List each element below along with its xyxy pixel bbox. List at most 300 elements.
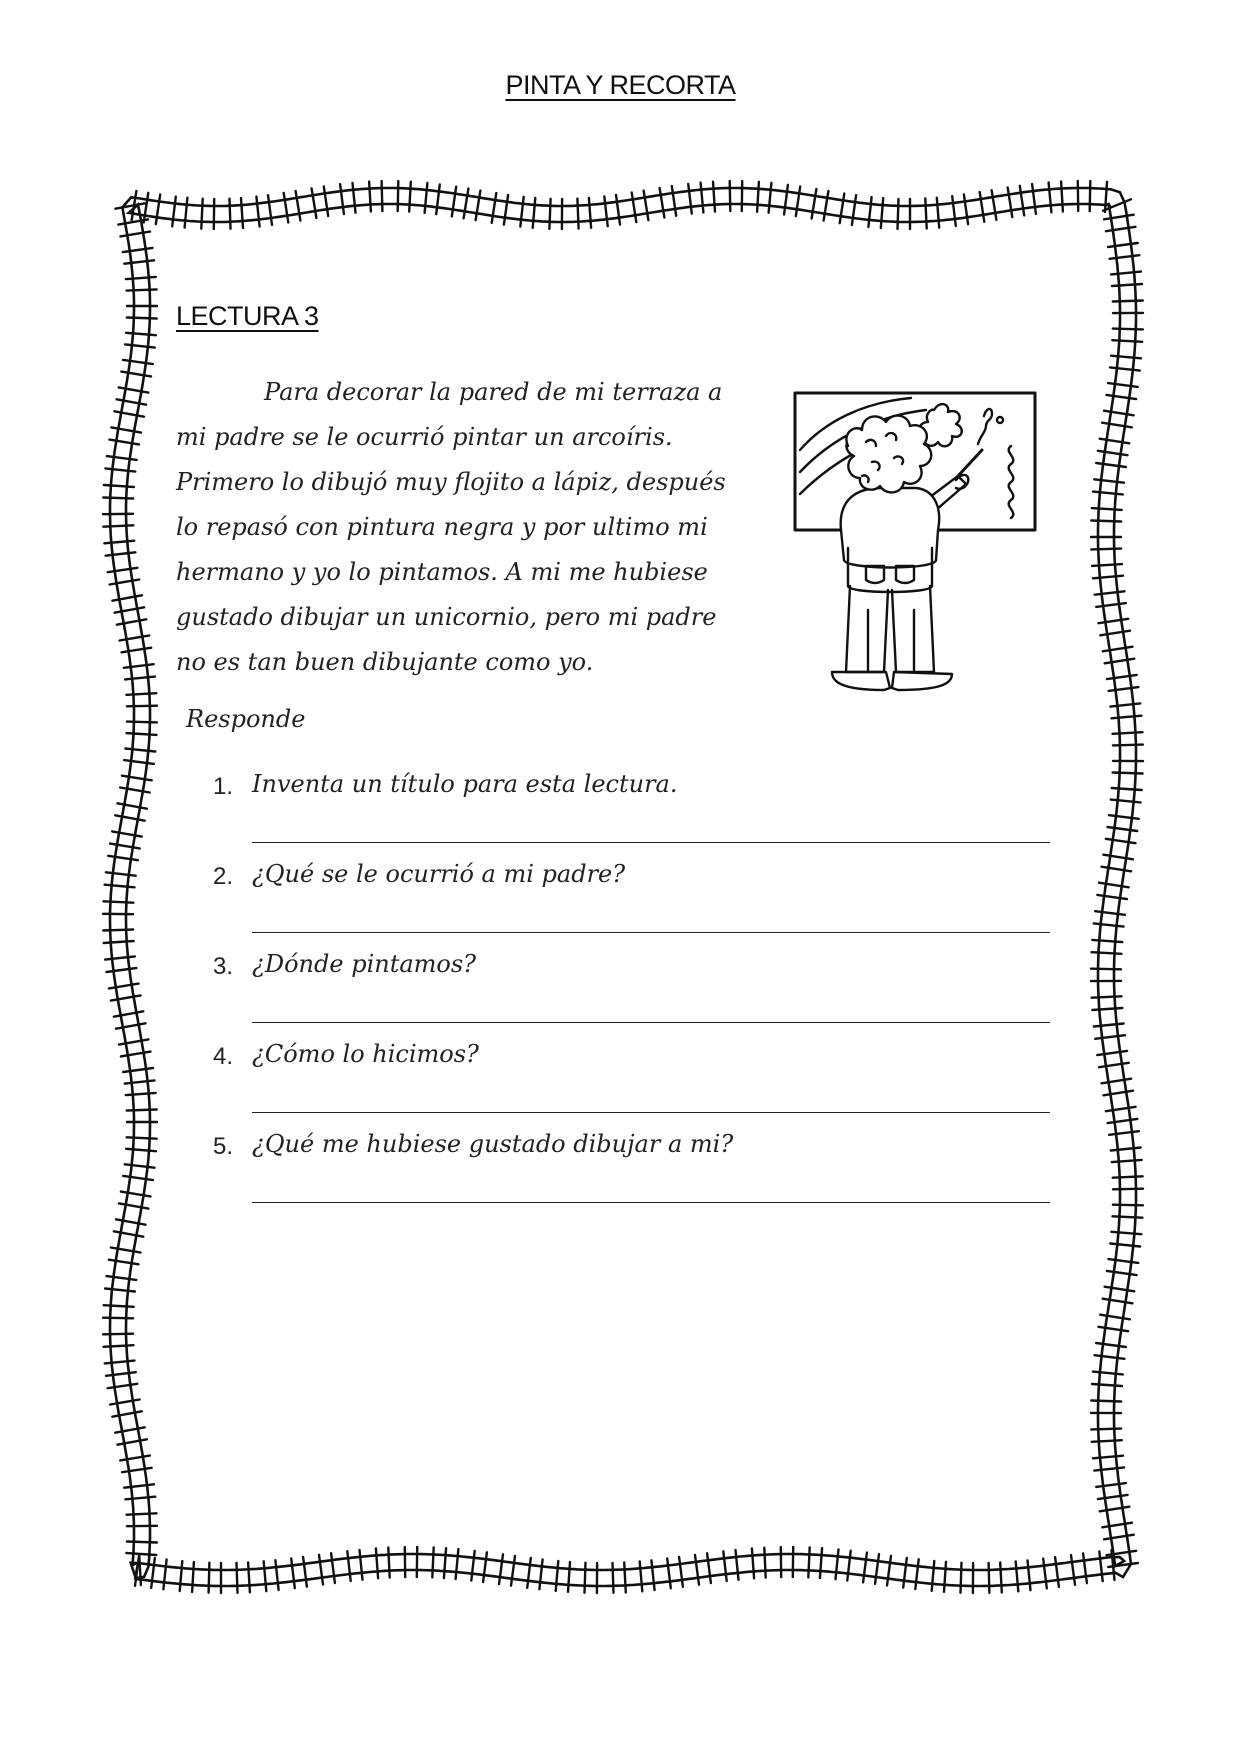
answer-line[interactable] (252, 1022, 1050, 1023)
frame-stitch (961, 1563, 962, 1593)
frame-stitch (111, 1248, 141, 1253)
frame-stitch (1110, 367, 1140, 370)
frame-stitch (237, 1563, 238, 1593)
frame-stitch (1106, 395, 1136, 399)
frame-stitch (1055, 1557, 1059, 1587)
frame-stitch (127, 289, 157, 290)
frame-stitch (476, 191, 481, 221)
frame-stitch (1020, 186, 1024, 216)
question-item (210, 1040, 1060, 1130)
frame-stitch (1008, 188, 1013, 218)
frame-stitch (144, 193, 149, 223)
frame-stitch (1107, 1271, 1137, 1275)
frame-stitch (111, 427, 141, 432)
frame-stitch (1092, 1384, 1122, 1386)
frame-stitch (444, 1548, 446, 1578)
frame-stitch (117, 399, 147, 404)
frame-stitch (483, 1552, 487, 1582)
frame-stitch (275, 1560, 278, 1590)
frame-stitch (527, 1558, 531, 1588)
frame-stitch (241, 198, 243, 228)
frame-stitch (103, 1318, 133, 1319)
frame-stitch (589, 198, 591, 228)
frame-stitch (126, 1149, 156, 1151)
frame-stitch (1091, 549, 1121, 550)
frame-stitch (388, 1548, 389, 1578)
frame-stitch (119, 387, 149, 392)
frame-stitch (1110, 703, 1140, 706)
frame-stitch (1112, 788, 1142, 790)
frame-stitch (898, 199, 899, 229)
frame-stitch (256, 197, 259, 227)
frame-stitch (1097, 895, 1127, 899)
answer-line[interactable] (252, 1112, 1050, 1113)
reading-line: lo repasó con pintura negra y por ultimo mi (176, 513, 708, 541)
frame-stitch (1099, 1551, 1102, 1581)
frame-stitch (672, 186, 676, 216)
frame-stitch (122, 648, 152, 653)
frame-stitch (114, 1011, 144, 1016)
frame-stitch (103, 525, 133, 526)
frame-stitch (122, 1468, 152, 1472)
frame-stitch (121, 1052, 151, 1057)
question-item (210, 950, 1060, 1040)
frame-stitch (1091, 969, 1121, 970)
frame-stitch (104, 1345, 134, 1347)
frame-stitch (651, 1560, 654, 1590)
frame-stitch (107, 1276, 137, 1280)
frame-stitch (852, 195, 856, 225)
frame-stitch (1028, 1560, 1031, 1590)
frame-stitch (1099, 883, 1129, 888)
frame-stitch (103, 498, 133, 499)
frame-stitch (644, 191, 649, 221)
frame-stitch (887, 1556, 891, 1586)
frame-stitch (1113, 1176, 1143, 1177)
frame-stitch (1043, 1559, 1047, 1589)
frame-stitch (1098, 1495, 1128, 1499)
frame-stitch (1097, 1051, 1127, 1055)
frame-stitch (115, 203, 144, 208)
frame-stitch (127, 706, 157, 707)
frame-stitch (115, 1427, 145, 1432)
frame-stitch (1092, 996, 1122, 997)
frame-stitch (106, 1372, 136, 1376)
frame-stitch (1103, 855, 1133, 860)
frame-stitch (1092, 564, 1122, 566)
frame-stitch (111, 995, 141, 1000)
frame-stitch (127, 733, 157, 735)
frame-stitch (769, 183, 772, 213)
frame-stitch (125, 344, 155, 347)
frame-stitch (820, 1548, 822, 1578)
frame-stitch (1094, 1467, 1124, 1470)
frame-stitch (1112, 340, 1142, 342)
frame-stitch (577, 199, 578, 229)
frame-stitch (992, 190, 997, 220)
frame-stitch (1102, 423, 1132, 428)
frame-stitch (127, 1513, 157, 1514)
frame-stitch (1095, 911, 1125, 915)
frame-stitch (511, 1556, 515, 1586)
frame-stitch (104, 541, 134, 544)
frame-stitch (382, 181, 383, 211)
frame-stitch (812, 189, 817, 219)
frame-stitch (126, 1093, 156, 1095)
frame-stitch (1100, 631, 1130, 636)
frame-stitch (604, 196, 607, 226)
frame-stitch (192, 1562, 194, 1592)
reading-paragraph (176, 370, 776, 685)
frame-stitch (875, 1554, 879, 1584)
frame-stitch (120, 636, 150, 641)
frame-stitch (139, 1555, 141, 1585)
frame-stitch (114, 411, 143, 416)
frame-stitch (1104, 1535, 1134, 1540)
frame-stitch (268, 195, 272, 225)
frame-stitch (1071, 1555, 1075, 1585)
frame-stitch (757, 182, 759, 212)
child-painting-wall-icon (786, 380, 1050, 700)
frame-stitch (1108, 383, 1138, 387)
frame-stitch (1112, 284, 1142, 286)
frame-stitch (1094, 479, 1124, 482)
frame-stitch (124, 1484, 154, 1487)
frame-stitch (1099, 619, 1129, 623)
frame-stitch (1098, 1327, 1128, 1331)
frame-stitch (796, 187, 800, 217)
frame-stitch (1113, 329, 1143, 330)
question-text: Inventa un título para esta lectura. (252, 770, 678, 798)
frame-stitch (1095, 1355, 1125, 1359)
frame-stitch (230, 199, 231, 229)
frame-stitch (1104, 1091, 1134, 1096)
frame-stitch (291, 1558, 295, 1588)
frame-stitch (123, 360, 153, 364)
page-title: PINTA Y RECORTA (505, 70, 736, 100)
frame-stitch (1093, 576, 1123, 579)
frame-stitch (1100, 439, 1130, 444)
frame-stitch (324, 187, 328, 217)
frame-stitch (1098, 451, 1128, 455)
frame-stitch (1110, 1244, 1140, 1247)
frame-stitch (1032, 184, 1036, 214)
frame-stitch (108, 1384, 138, 1388)
frame-stitch (1108, 243, 1138, 247)
frame-stitch (122, 776, 152, 781)
frame-stitch (1092, 508, 1122, 510)
frame-stitch (1108, 1119, 1138, 1123)
frame-stitch (1105, 659, 1135, 664)
frame-stitch (784, 185, 788, 215)
questions-list (210, 770, 1060, 1220)
frame-stitch (679, 1557, 683, 1587)
frame-stitch (616, 195, 620, 225)
frame-stitch (1113, 301, 1143, 302)
frame-stitch (126, 1553, 156, 1555)
frame-stitch (1093, 1372, 1123, 1375)
frame-stitch (105, 956, 135, 959)
frame-stitch (123, 1068, 153, 1072)
frame-stitch (106, 552, 136, 555)
frame-stitch (1109, 1259, 1139, 1263)
frame-stitch (1093, 492, 1123, 495)
frame-stitch (116, 1219, 146, 1224)
frame-stitch (1113, 1216, 1143, 1217)
frame-stitch (1091, 1429, 1121, 1430)
frame-stitch (163, 1560, 166, 1590)
frame-stitch (120, 1456, 150, 1461)
reading-line: Para decorar la pared de mi terraza a (264, 378, 723, 406)
frame-stitch (464, 189, 469, 219)
frame-stitch (1096, 1343, 1126, 1347)
frame-stitch (1092, 1008, 1122, 1010)
frame-stitch (116, 1023, 146, 1028)
frame-stitch (937, 198, 939, 228)
frame-stitch (360, 1550, 363, 1580)
frame-stitch (201, 199, 202, 229)
frame-stitch (120, 232, 150, 237)
frame-stitch (112, 595, 141, 600)
frame-stitch (1096, 463, 1126, 467)
frame-stitch (303, 1557, 307, 1587)
frame-stitch (296, 191, 301, 221)
frame-stitch (1113, 773, 1143, 774)
frame-stitch (108, 856, 138, 860)
frame-stitch (1111, 1148, 1141, 1151)
frame-stitch (1091, 521, 1121, 522)
frame-stitch (124, 664, 154, 668)
frame-stitch (432, 1548, 433, 1578)
question-item (210, 770, 1060, 860)
frame-stitch (932, 1561, 935, 1591)
frame-stitch (125, 1164, 155, 1167)
frame-stitch (1083, 1554, 1087, 1584)
frame-stitch (568, 1562, 570, 1592)
frame-stitch (632, 193, 637, 223)
frame-stitch (1090, 181, 1091, 211)
frame-stitch (1102, 867, 1132, 872)
question-text: ¿Qué se le ocurrió a mi padre? (252, 860, 626, 888)
frame-stitch (112, 1411, 142, 1416)
frame-stitch (376, 1548, 378, 1578)
frame-stitch (127, 722, 157, 723)
frame-stitch (127, 1110, 157, 1111)
frame-stitch (1113, 745, 1143, 746)
frame-stitch (1093, 1456, 1123, 1459)
frame-stitch (340, 184, 344, 214)
frame-stitch (123, 1176, 153, 1180)
frame-stitch (105, 468, 135, 471)
reading-line: Primero lo dibujó muy flojito a lápiz, después (176, 468, 726, 496)
frame-stitch (117, 803, 146, 808)
frame-stitch (840, 194, 845, 224)
frame-stitch (1105, 182, 1107, 212)
frame-stitch (736, 1550, 739, 1580)
frame-stitch (1107, 675, 1137, 679)
frame-stitch (1092, 952, 1122, 954)
question-number: 4. (213, 1043, 234, 1070)
frame-stitch (185, 198, 188, 228)
frame-stitch (115, 607, 145, 612)
frame-stitch (824, 191, 829, 221)
reading-line: mi padre se le ocurrió pintar un arcoíris. (176, 423, 673, 451)
frame-stitch (127, 1137, 157, 1138)
frame-stitch (499, 1554, 503, 1584)
reading-line: hermano y yo lo pintamos. A mi me hubiese (176, 558, 708, 586)
frame-stitch (1111, 1232, 1141, 1234)
frame-stitch (127, 318, 157, 319)
frame-stitch (533, 198, 536, 228)
frame-stitch (471, 1551, 474, 1581)
frame-stitch (108, 568, 138, 572)
frame-stitch (1000, 1563, 1002, 1593)
answer-line[interactable] (252, 932, 1050, 933)
frame-stitch (1111, 800, 1141, 803)
frame-stitch (764, 1548, 765, 1578)
frame-stitch (847, 1551, 850, 1581)
frame-stitch (331, 1553, 335, 1583)
frame-stitch (667, 1559, 671, 1589)
frame-stitch (868, 197, 871, 227)
frame-stitch (125, 1497, 155, 1500)
frame-stitch (110, 844, 140, 849)
frame-stitch (109, 1260, 139, 1265)
frame-stitch (1113, 732, 1143, 734)
frame-stitch (701, 183, 704, 213)
frame-stitch (1109, 815, 1139, 819)
frame-stitch (640, 1561, 643, 1591)
frame-stitch (1102, 1079, 1132, 1084)
frame-stitch (915, 1559, 918, 1589)
frame-stitch (925, 199, 926, 229)
frame-stitch (126, 277, 156, 279)
frame-stitch (707, 1553, 711, 1583)
frame-stitch (104, 941, 134, 943)
question-text: ¿Qué me hubiese gustado dibujar a mi? (252, 1130, 734, 1158)
reading-line: gustado dibujar un unicornio, pero mi padre (176, 603, 717, 631)
frame-stitch (209, 1563, 210, 1593)
frame-stitch (124, 760, 154, 764)
frame-stitch (347, 1551, 350, 1581)
frame-stitch (1094, 1024, 1124, 1027)
frame-stitch (1099, 1063, 1129, 1067)
frame-stitch (585, 1563, 586, 1593)
frame-stitch (104, 901, 134, 902)
frame-stitch (1106, 839, 1136, 843)
frame-stitch (1100, 1315, 1130, 1320)
frame-stitch (119, 1203, 148, 1208)
reading-title: LECTURA 3 (176, 301, 319, 331)
answer-line[interactable] (252, 842, 1050, 843)
frame-stitch (104, 1305, 134, 1307)
frame-stitch (369, 182, 371, 212)
frame-stitch (808, 1547, 809, 1577)
frame-stitch (1061, 182, 1063, 212)
frame-stitch (120, 788, 150, 793)
question-item (210, 860, 1060, 950)
frame-stitch (425, 183, 428, 213)
frame-stitch (126, 333, 156, 335)
frame-stitch (105, 1289, 135, 1292)
frame-stitch (109, 440, 139, 445)
frame-stitch (119, 1039, 148, 1044)
frame-stitch (107, 968, 137, 972)
frame-stitch (1106, 227, 1136, 231)
frame-stitch (1111, 272, 1141, 275)
frame-stitch (264, 1561, 267, 1591)
frame-stitch (121, 1192, 151, 1197)
frame-stitch (613, 1563, 614, 1593)
frame-stitch (110, 580, 140, 585)
frame-stitch (836, 1549, 839, 1579)
frame-stitch (110, 1400, 140, 1405)
frame-stitch (989, 1563, 990, 1593)
frame-stitch (104, 485, 134, 487)
frame-stitch (660, 188, 665, 218)
frame-stitch (115, 815, 145, 820)
frame-stitch (1110, 255, 1140, 259)
frame-stitch (1105, 1287, 1135, 1292)
question-text: ¿Dónde pintamos? (252, 950, 477, 978)
frame-stitch (109, 984, 139, 989)
frame-stitch (1103, 647, 1133, 652)
frame-stitch (1103, 1299, 1133, 1304)
frame-stitch (1016, 1561, 1019, 1591)
frame-stitch (1100, 1507, 1130, 1512)
reading-line: no es tan buen dibujante como yo. (176, 648, 594, 676)
frame-stitch (624, 1562, 626, 1592)
question-item (210, 1130, 1060, 1220)
frame-stitch (903, 1558, 907, 1588)
frame-stitch (398, 181, 399, 211)
frame-stitch (1102, 1523, 1132, 1528)
frame-stitch (105, 885, 135, 888)
frame-stitch (881, 198, 883, 228)
frame-stitch (713, 182, 715, 212)
frame-stitch (103, 930, 133, 931)
frame-stitch (127, 1542, 157, 1543)
frame-stitch (105, 1361, 135, 1364)
frame-stitch (520, 197, 523, 227)
frame-stitch (944, 1562, 946, 1592)
frame-stitch (117, 619, 147, 624)
frame-stitch (125, 749, 155, 752)
frame-stitch (126, 693, 156, 695)
frame-stitch (1104, 411, 1134, 416)
frame-stitch (539, 1559, 542, 1589)
frame-stitch (125, 1080, 155, 1083)
frame-stitch (1092, 940, 1122, 942)
question-number: 3. (213, 953, 234, 980)
frame-stitch (1096, 603, 1126, 607)
frame-stitch (1111, 356, 1141, 359)
frame-stitch (730, 181, 731, 211)
frame-stitch (1113, 1189, 1143, 1190)
frame-stitch (688, 184, 692, 214)
frame-stitch (436, 184, 440, 214)
frame-stitch (980, 192, 985, 222)
frame-stitch (103, 1334, 133, 1335)
frame-stitch (156, 195, 160, 225)
frame-stitch (1113, 1205, 1143, 1206)
frame-stitch (863, 1553, 867, 1583)
frame-stitch (1094, 923, 1124, 926)
answer-line[interactable] (252, 1202, 1050, 1203)
question-number: 1. (213, 773, 234, 800)
frame-stitch (1092, 1440, 1122, 1442)
frame-stitch (1109, 1131, 1139, 1135)
